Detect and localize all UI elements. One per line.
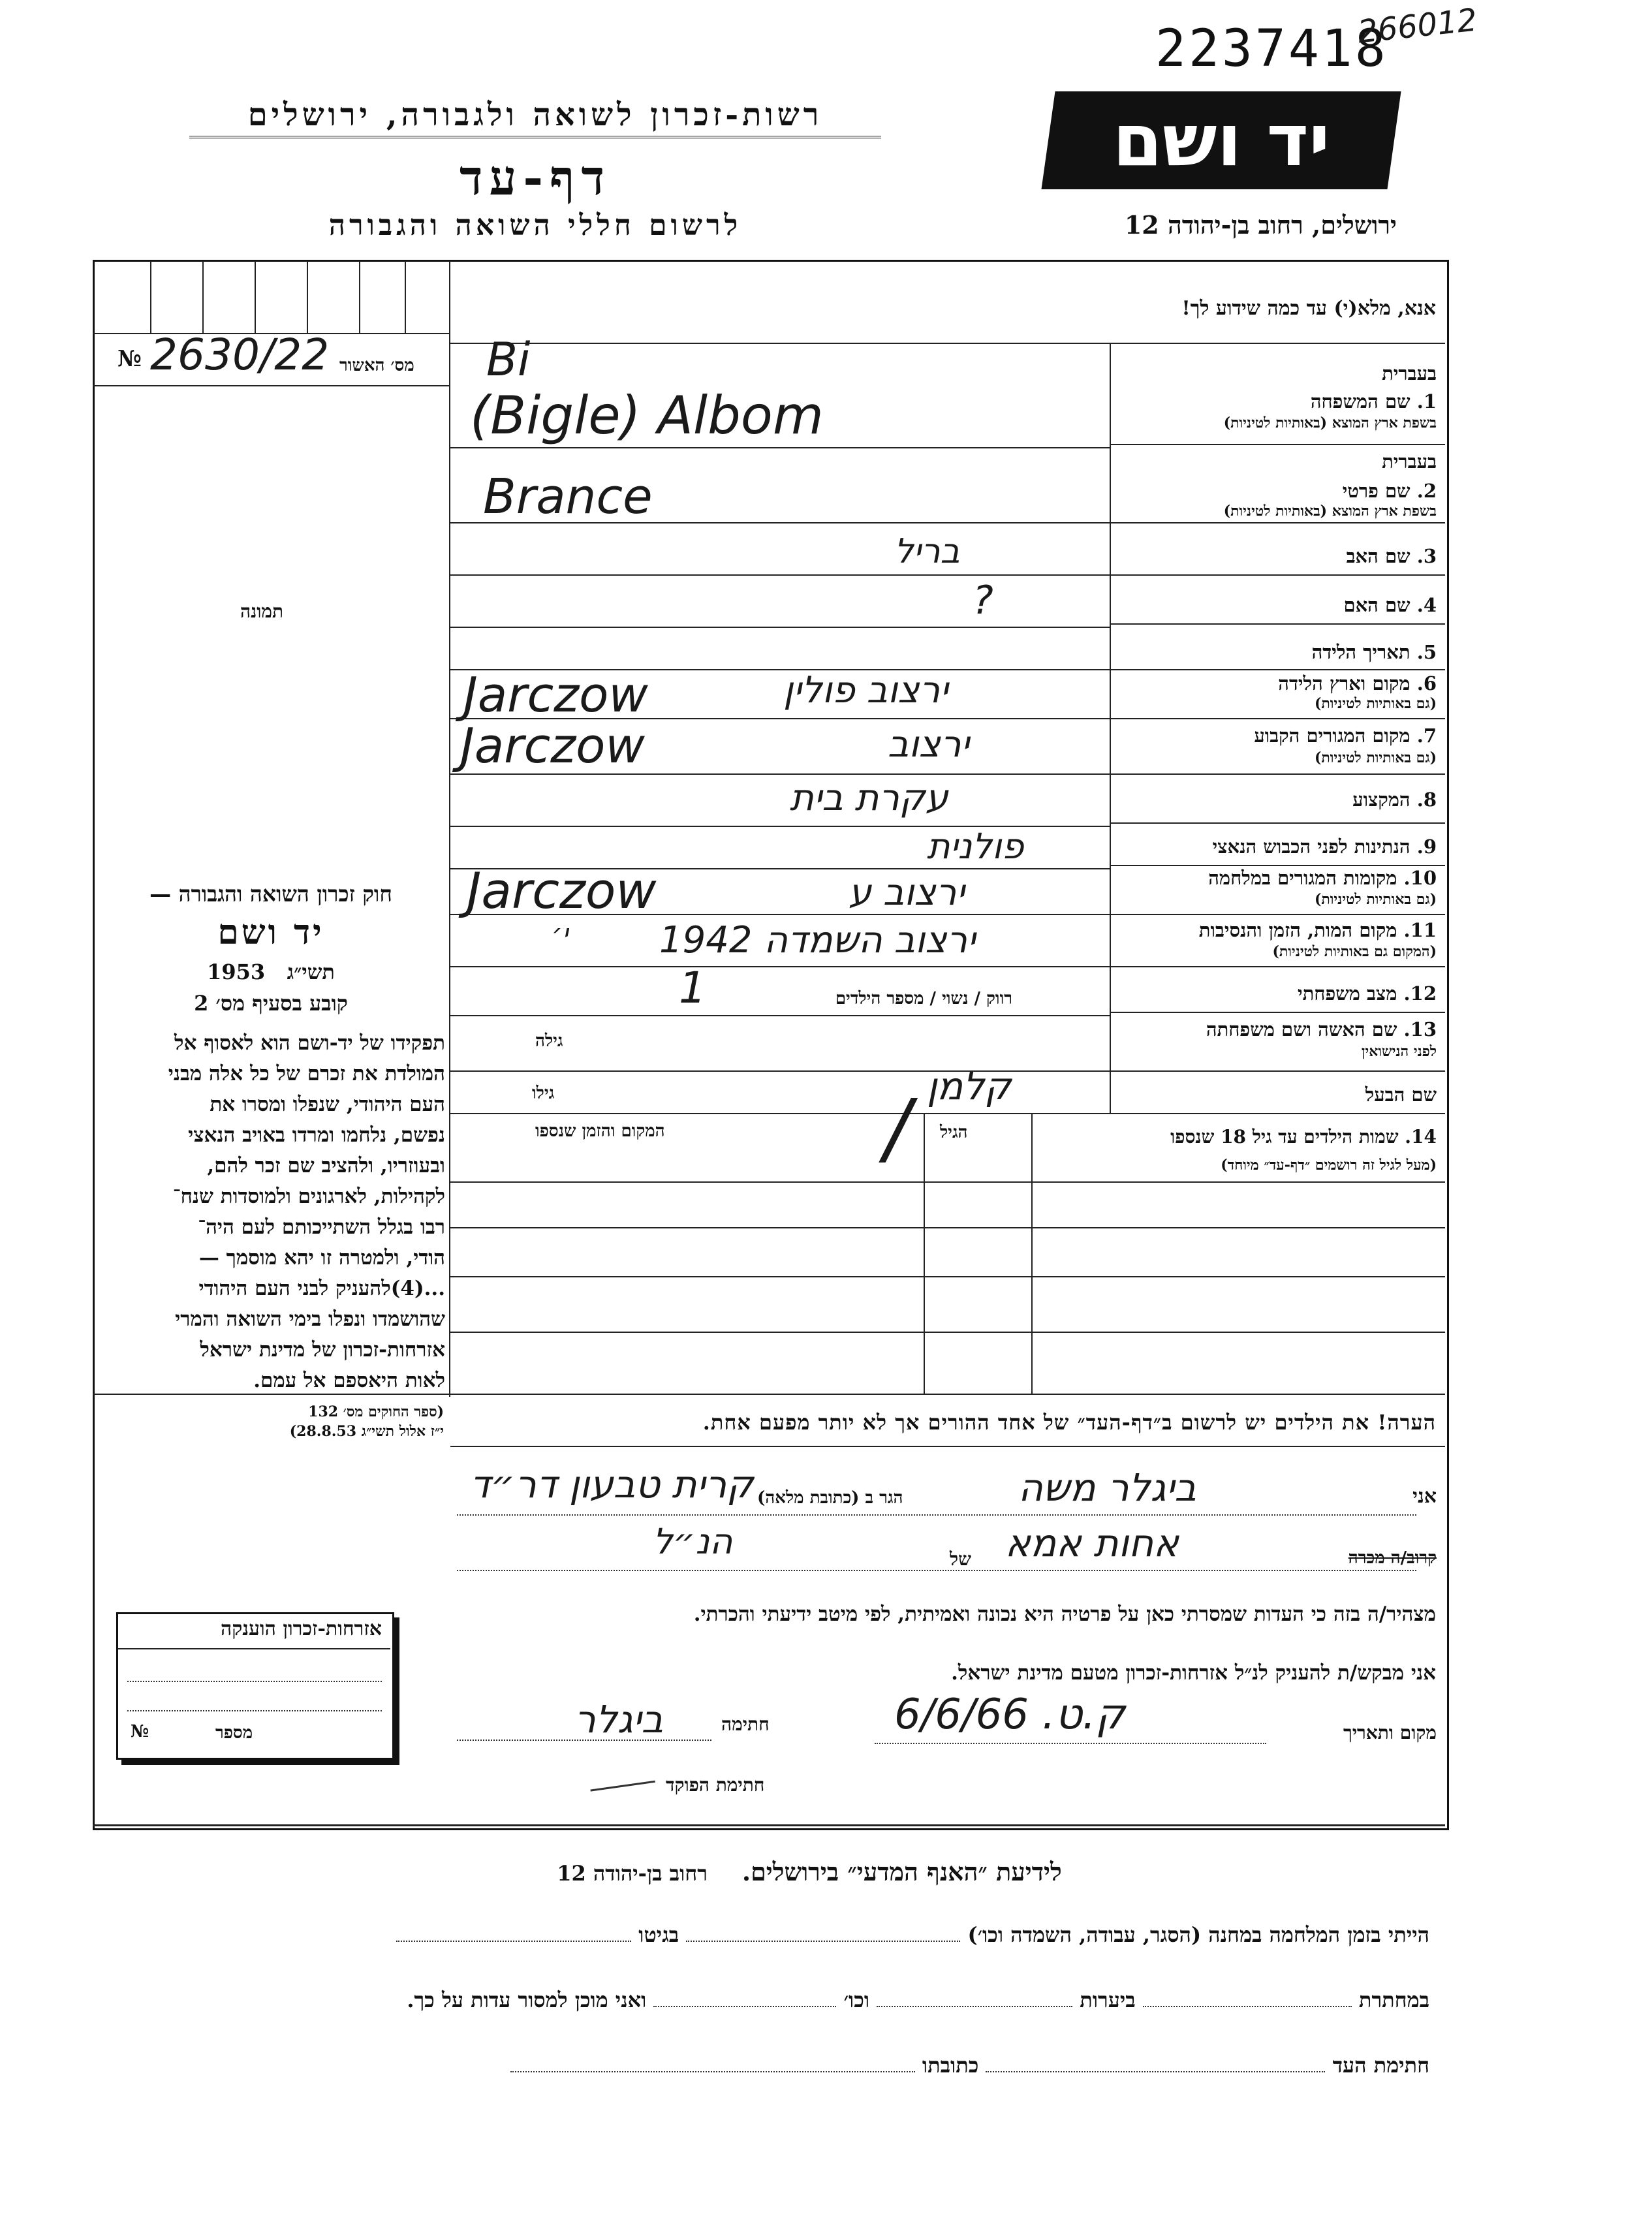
place-date-value: ק.ט. 6/6/66	[894, 1691, 1125, 1739]
of-value: הנ״ל	[653, 1521, 733, 1562]
field-4-label	[1343, 594, 1437, 617]
field-10-label	[1208, 867, 1437, 890]
place-date-label: מקום ותאריך	[1343, 1722, 1437, 1743]
footer-camp: הייתי בזמן המלחמה במחנה (הסגר, עבודה, השמדה וכו׳)	[967, 1922, 1429, 1947]
field-1-label-text: שם המשפחה	[1310, 390, 1410, 413]
field-4-label-text: שם האם	[1343, 594, 1410, 616]
field-10-sub: (גם באותיות לטיניות)	[1314, 891, 1437, 908]
law-line: ובעוזריו, ולהציב שם זכר להם,	[207, 1154, 445, 1178]
resides-label: הגר ב (כתובת מלאה)	[757, 1488, 903, 1508]
footer-ready: ואני מוכן למסור עדות על כך.	[407, 1988, 647, 2012]
footer-ghetto: בגיטו	[638, 1922, 679, 1947]
field-7-value-hebrew: ירצוב	[888, 723, 969, 766]
law-logo: יד ושם	[217, 913, 324, 952]
footer-title: לידיעת ״האנף המדעי״ בירושלים.	[741, 1857, 1062, 1886]
law-line: לאות היאספם אל עמם.	[253, 1369, 445, 1392]
field-1-hebrew-tag: בעברית	[1382, 362, 1437, 384]
declare-text: מצהיר/ה בזה כי העדות שמסרתי כאן על פרטיה היא נכונה ואמיתית, לפי מיטב ידיעתי והכרתי.	[693, 1602, 1436, 1626]
law-line: לקהילות, לארגונים ולמוסדות שנח־	[172, 1185, 445, 1208]
field-2-value: Brance	[483, 469, 653, 525]
law-line: אזרחות-זכרון של מדינת ישראל	[200, 1338, 445, 1362]
field-11-mark: י׳	[552, 919, 569, 949]
field-6-label	[1278, 672, 1437, 695]
husband-value: קלמן	[927, 1064, 1012, 1108]
husband-label: שם הבעל	[1365, 1084, 1437, 1106]
law-section: קובע בסעיף מס׳ 2	[194, 991, 348, 1016]
field-2-hebrew-tag: בעברית	[1382, 450, 1437, 473]
field-5-num: 5.	[1416, 641, 1437, 663]
photo-label: תמונה	[240, 601, 284, 622]
field-7-value: Jarczow	[460, 718, 645, 774]
form-intro: אנא, מלא(י) עד כמה שידוע לך!	[1181, 297, 1436, 320]
footer-witness-signature: חתימת העד	[1332, 2053, 1429, 2078]
field-3-label-text: שם האב	[1346, 545, 1410, 567]
field-9-label-text: הנתינות לפני הכבוש הנאצי	[1212, 835, 1410, 858]
field-9-value: פולנית	[927, 826, 1024, 867]
law-line: המולדת את זכרם של כל אלה מבני	[168, 1062, 445, 1085]
footer-line-2	[78, 1988, 1429, 2012]
field-11-sub: (המקום גם באותיות לטיניות)	[1272, 943, 1437, 960]
field-2-label-text: שם פרטי	[1342, 480, 1410, 502]
field-2-label	[1343, 480, 1437, 503]
field-12-label-text: מצב משפחתי	[1298, 982, 1397, 1005]
footer-title-line	[457, 1857, 1162, 1887]
field-1-sub: בשפת ארץ המוצא (באותיות לטיניות)	[1223, 414, 1437, 431]
field-10-value-hebrew: ירצוב ע	[849, 871, 965, 914]
law-year-line	[98, 960, 444, 984]
footer-forests: ביערות	[1080, 1988, 1136, 2012]
field-5-label-text: תאריך הלידה	[1311, 641, 1410, 663]
document-number-handwritten: 266012	[1356, 1, 1479, 51]
field-8-label	[1352, 788, 1437, 811]
relation-value: אחות אמא	[1005, 1521, 1179, 1565]
witness-address: קרית טבעון דר״ד	[470, 1462, 754, 1506]
field-4-value: ?	[973, 578, 993, 623]
law-line: רבו בגלל השתייכותם לעם היה־	[198, 1215, 445, 1239]
of-label: של	[950, 1548, 971, 1570]
form-title: דף-עד	[459, 150, 612, 206]
address: ירושלים, רחוב בן-יהודה 12	[1124, 210, 1397, 240]
field-8-label-text: המקצוע	[1352, 788, 1410, 811]
field-7-sub: (גם באותיות לטיניות)	[1314, 749, 1437, 766]
form-subtitle: לרשום חללי השואה והגבורה	[328, 209, 742, 242]
field-3-label	[1347, 545, 1437, 568]
footer-address: רחוב בן-יהודה 12	[557, 1861, 708, 1886]
request-text: אני מבקש/ת להעניק לנ״ל אזרחות-זכרון מטעם מדינת ישראל.	[951, 1661, 1436, 1685]
law-text	[98, 1028, 445, 1396]
field-6-label-text: מקום וארץ הלידה	[1278, 672, 1410, 694]
field-6-sub: (גם באותיות לטיניות)	[1314, 695, 1437, 712]
signature-value: ביגלר	[574, 1697, 664, 1741]
footer-underground: במחתרת	[1358, 1988, 1429, 2012]
yad-vashem-logo-text: יד ושם	[1112, 99, 1330, 182]
registry-prefix: №	[117, 346, 142, 372]
decl-prefix: אני	[1412, 1485, 1437, 1508]
field-6-value: Jarczow	[463, 667, 648, 723]
children-col-age: הגיל	[940, 1123, 968, 1142]
footer-etc: וכו׳	[843, 1988, 870, 2012]
org-line: רשות-זכרון לשואה ולגבורה, ירושלים	[189, 97, 881, 138]
law-line: ...(4)להעניק לבני העם היהודי	[198, 1277, 445, 1300]
field-2-num: 2.	[1416, 480, 1437, 502]
field-10-label-text: מקומות המגורים במלחמה	[1208, 867, 1397, 889]
field-8-value: עקרת בית	[790, 777, 948, 819]
note: הערה! את הילדים יש לרשום ב״דף-העד״ של אחד ההורים אך לא יותר מפעם אחת.	[702, 1410, 1436, 1435]
field-11-num: 11.	[1403, 919, 1437, 941]
field-2-sub: בשפת ארץ המוצא (באותיות לטיניות)	[1223, 503, 1437, 520]
field-11-label-text: מקום המות, הזמן והנסיבות	[1198, 919, 1397, 941]
law-ref-1: (ספר החוקים מס׳ 132	[308, 1403, 444, 1420]
field-10-num: 10.	[1403, 867, 1437, 889]
field-9-label	[1213, 835, 1437, 858]
field-13-num: 13.	[1403, 1018, 1437, 1040]
signature-label: חתימה	[721, 1713, 770, 1735]
field-1-label	[1311, 390, 1437, 413]
field-13-age-label: גילה	[535, 1031, 563, 1051]
field-3-num: 3.	[1416, 545, 1437, 567]
citizenship-box-title: אזרחות-זכרון הוענקה	[220, 1617, 382, 1640]
law-year-hebrew: תשי״ג	[287, 960, 335, 984]
field-1-num: 1.	[1416, 390, 1437, 413]
field-8-num: 8.	[1416, 788, 1437, 811]
law-ref-2: י״ז אלול תשי״ג 28.8.53)	[289, 1423, 444, 1440]
field-12-num: 12.	[1403, 982, 1437, 1005]
law-year: 1953	[207, 960, 266, 984]
field-12-value: 1	[679, 963, 706, 1013]
field-1-prefix: Bi	[486, 333, 531, 386]
field-7-num: 7.	[1416, 725, 1437, 747]
field-6-value-hebrew: ירצוב פולין	[783, 669, 948, 711]
citizenship-box-no: №	[131, 1722, 149, 1741]
children-col-place: המקום והזמן שנספו	[535, 1121, 665, 1141]
registry-number: 2630/22	[150, 330, 330, 380]
law-line: שהושמדו ונפלו בימי השואה והמרי	[175, 1307, 445, 1331]
field-7-label-text: מקום המגורים הקבוע	[1254, 725, 1410, 747]
children-header: 14. שמות הילדים עד גיל 18 שנספו	[1170, 1126, 1437, 1147]
husband-age-label: גילו	[532, 1084, 555, 1103]
witness-name: ביגלר משה	[1018, 1465, 1196, 1510]
field-3-value: בריל	[894, 532, 960, 571]
children-sub: (מעל לגיל זה רושמים ״דף-עד״ מיוחד)	[1221, 1157, 1437, 1174]
registry-label: מס׳ האשור	[339, 356, 414, 375]
field-13-label	[1206, 1018, 1437, 1041]
field-12-label	[1298, 982, 1437, 1005]
footer-witness-address: כתובתו	[922, 2053, 979, 2078]
field-13-label-text: שם האשה ושם משפחתה	[1206, 1018, 1397, 1040]
footer-line-1	[78, 1922, 1429, 1947]
children-slash-mark: /	[884, 1084, 911, 1174]
field-6-num: 6.	[1416, 672, 1437, 694]
field-9-num: 9.	[1416, 835, 1437, 858]
field-11-label	[1199, 919, 1437, 942]
law-line: נפשם, נלחמו ומרדו באויב הנאצי	[188, 1123, 445, 1147]
document-number: 2237418	[1155, 20, 1388, 78]
law-title: חוק זכרון השואה והגבורה —	[149, 881, 392, 907]
field-13-sub: לפני הנישואין	[1361, 1043, 1437, 1060]
citizenship-box-number: מספר	[215, 1723, 253, 1743]
footer-line-3	[78, 2053, 1429, 2078]
field-5-label	[1312, 641, 1437, 664]
field-4-num: 4.	[1416, 594, 1437, 616]
field-11-value-hebrew: ירצוב השמדה 1942	[659, 919, 976, 961]
officer-label: חתימת הפוקד	[666, 1774, 765, 1796]
field-1-value: (Bigle) Albom	[470, 385, 824, 446]
field-12-options: רווק / נשוי / מספר הילדים	[835, 989, 1012, 1008]
field-7-label	[1254, 725, 1437, 747]
field-10-value: Jarczow	[467, 862, 657, 920]
law-line: העם היהודי, שנפלו ומסרו את	[210, 1093, 445, 1116]
law-line: הודי, ולמטרה זו יהא מוסמך —	[198, 1246, 445, 1270]
law-line: תפקידו של יד-ושם הוא לאסוף אל	[174, 1031, 445, 1055]
relation-label: קרוב/ה מכרה	[1348, 1548, 1437, 1568]
